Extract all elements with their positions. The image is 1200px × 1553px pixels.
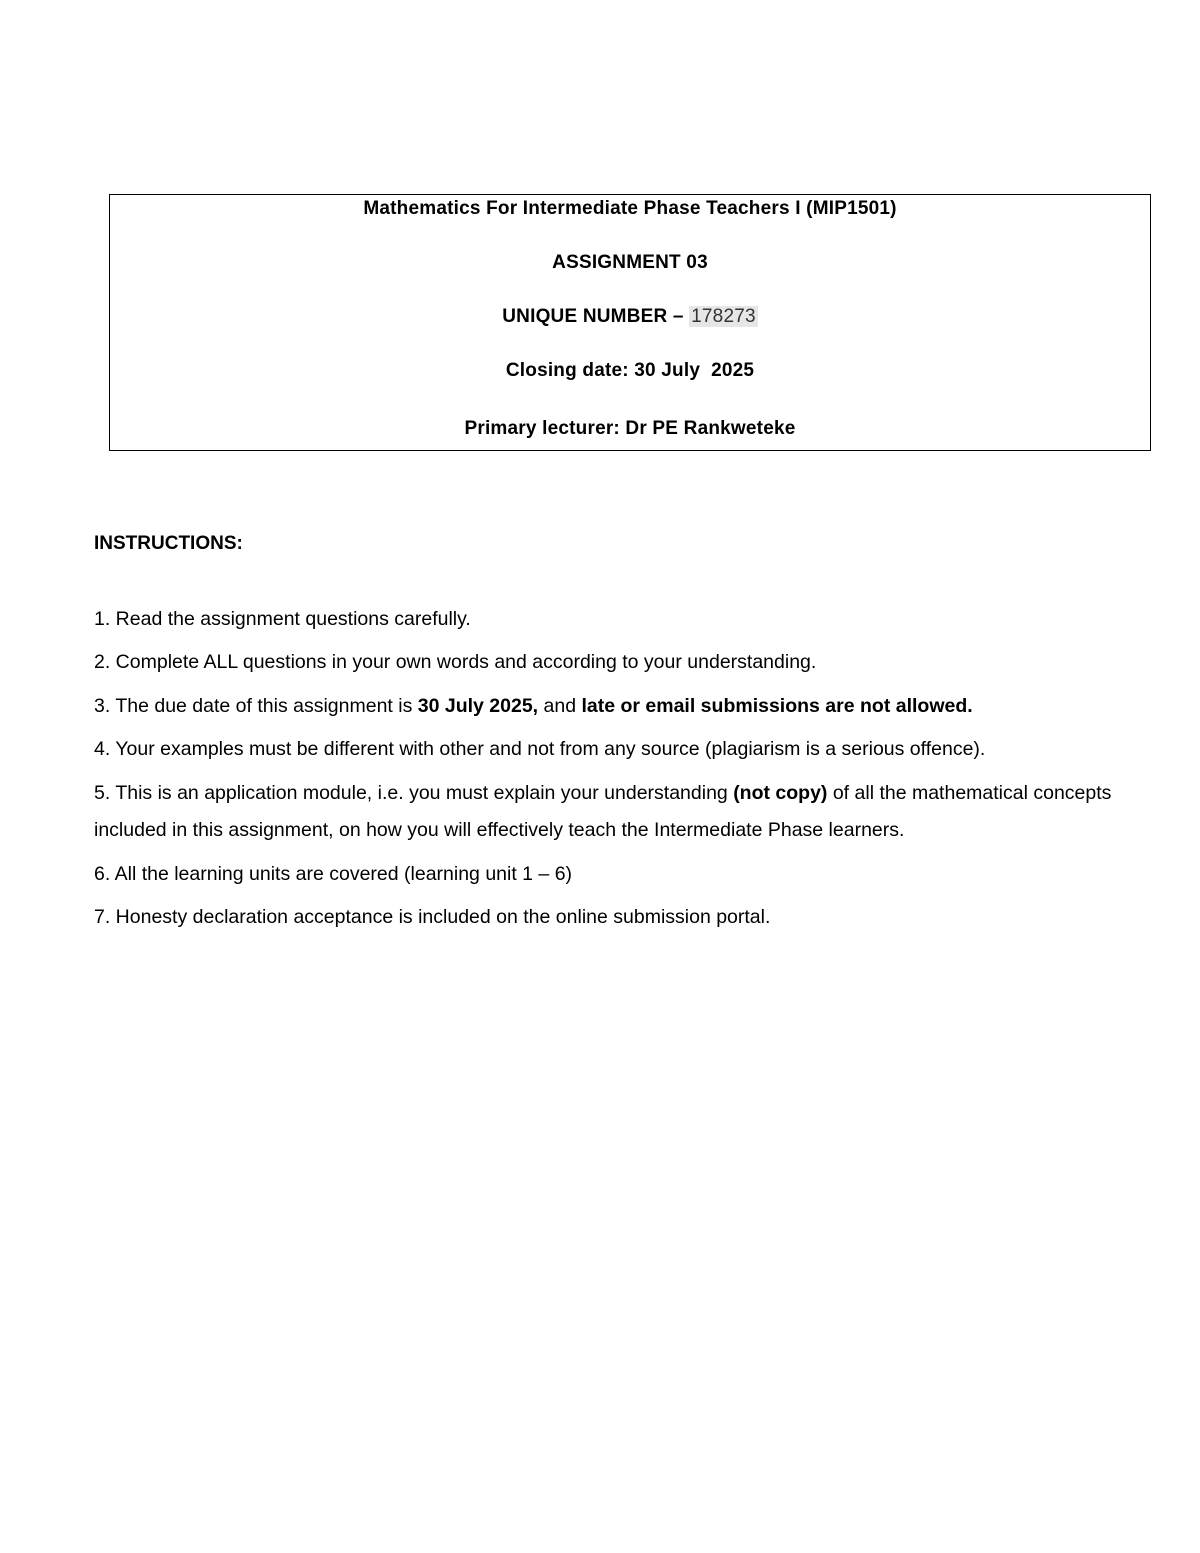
instructions-heading: INSTRUCTIONS: — [94, 533, 243, 554]
instruction-3-prefix: 3. The due date of this assignment is — [94, 695, 418, 717]
instruction-item-4: 4. Your examples must be different with other and not from any source (plagiarism is a serious offence). — [94, 738, 986, 760]
instruction-5-not-copy: (not copy) — [733, 782, 828, 804]
instruction-3-due-date: 30 July 2025, — [417, 695, 539, 717]
instruction-item-1: 1. Read the assignment questions carefully. — [94, 608, 471, 630]
assignment-header-box — [109, 194, 1151, 451]
assignment-number: ASSIGNMENT 03 — [552, 252, 708, 273]
instruction-item-2: 2. Complete ALL questions in your own words and according to your understanding. — [94, 651, 817, 673]
instruction-item-7: 7. Honesty declaration acceptance is included on the online submission portal. — [94, 906, 771, 928]
instruction-3-middle: and — [538, 695, 582, 717]
instruction-5-suffix: of all the mathematical concepts included in this assignment, on how you will effectively teach the Intermediate Phase learners. — [94, 782, 1112, 841]
instruction-item-3 — [94, 688, 1154, 725]
instruction-3-warning: late or email submissions are not allowed. — [581, 695, 973, 717]
instruction-item-6: 6. All the learning units are covered (learning unit 1 – 6) — [94, 863, 573, 885]
course-title: Mathematics For Intermediate Phase Teachers I (MIP1501) — [363, 198, 897, 219]
instruction-item-5 — [94, 775, 1154, 849]
primary-lecturer: Primary lecturer: Dr PE Rankweteke — [464, 418, 796, 439]
instruction-5-prefix: 5. This is an application module, i.e. you must explain your understanding — [94, 782, 734, 804]
unique-number-line — [110, 305, 1150, 329]
unique-number-value: 178273 — [691, 306, 756, 327]
unique-number-label: UNIQUE NUMBER – — [502, 306, 684, 327]
closing-date: Closing date: 30 July 2025 — [505, 360, 755, 381]
